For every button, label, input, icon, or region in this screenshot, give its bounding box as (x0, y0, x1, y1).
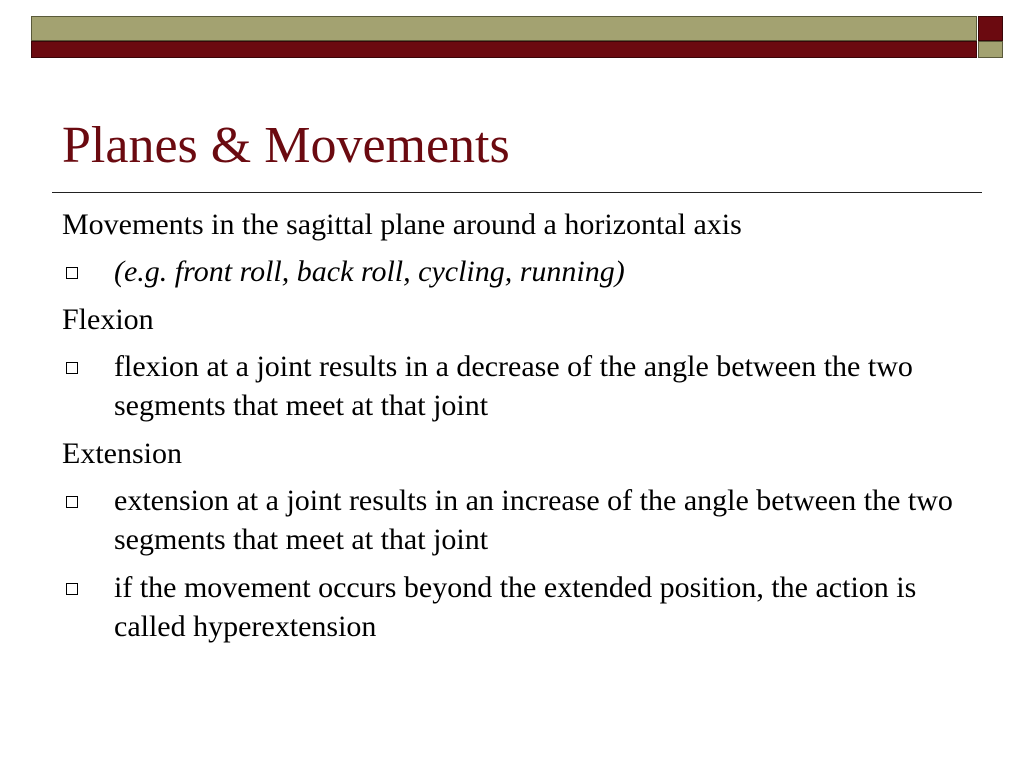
header-square-maroon (978, 16, 1003, 41)
hollow-square-bullet-icon (66, 267, 78, 279)
section-heading-sagittal: Movements in the sagittal plane around a horizontal axis (62, 208, 742, 241)
header-bar-olive (31, 16, 977, 41)
header-square-olive (978, 41, 1003, 58)
bullet-text: if the movement occurs beyond the extended position, the action is called hyperextension (114, 571, 917, 643)
header-bar-maroon (31, 41, 977, 58)
bullet-text: extension at a joint results in an increase of the angle between the two segments that meet at that joint (114, 484, 953, 556)
bullet-item (62, 481, 982, 559)
bullet-item (62, 252, 982, 291)
bullet-item (62, 568, 982, 646)
bullet-item (62, 347, 982, 425)
slide-title: Planes & Movements (62, 117, 510, 174)
hollow-square-bullet-icon (66, 583, 78, 595)
section-heading-flexion: Flexion (62, 303, 154, 336)
hollow-square-bullet-icon (66, 362, 78, 374)
slide-body (62, 205, 982, 655)
title-divider (52, 192, 982, 193)
bullet-text: (e.g. front roll, back roll, cycling, running) (114, 255, 625, 288)
bullet-text: flexion at a joint results in a decrease of the angle between the two segments that meet at that joint (114, 350, 913, 422)
hollow-square-bullet-icon (66, 496, 78, 508)
section-heading-extension: Extension (62, 437, 182, 470)
